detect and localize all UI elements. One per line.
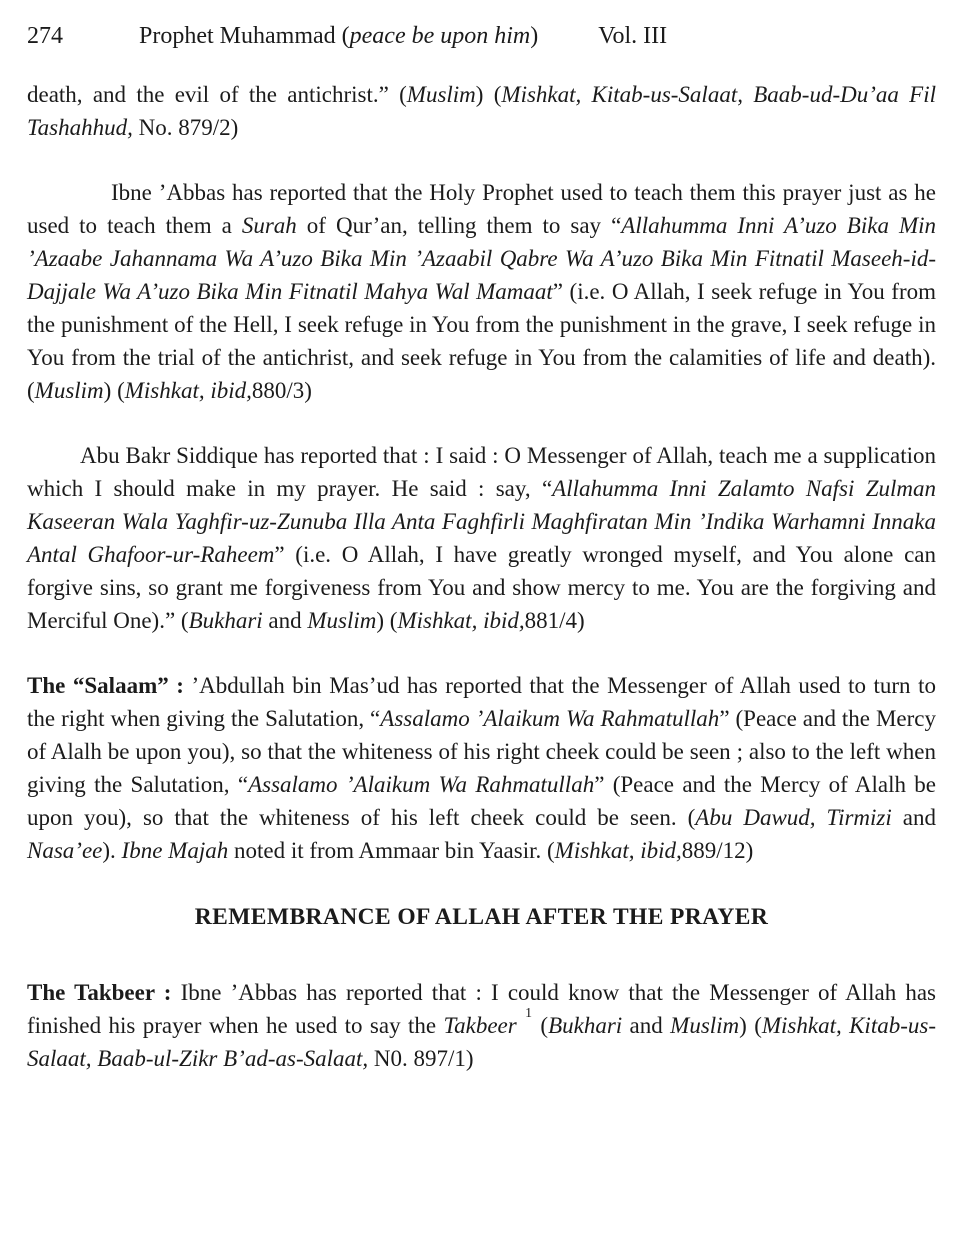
text-run: Assalamo ’Alaikum Wa Rahmatullah — [248, 772, 595, 797]
volume-label: Vol. III — [598, 23, 668, 49]
text-run: Assalamo ’Alaikum Wa Rahmatullah — [380, 706, 720, 731]
text-run: The Takbeer : — [27, 980, 181, 1005]
text-run: Ibne ’Abbas has reported that : I could know that the Messenger of Allah has finished his prayer when he used to say the — [27, 980, 937, 1038]
text-run: of Qur’an, telling them to say “ — [296, 213, 622, 238]
text-run: N0. 897/1) — [368, 1046, 474, 1071]
text-run: ” (i.e. O Allah, I seek refuge in You from the punishment of the Hell, I seek refuge in You from the punishment in the grave, I seek refuge in You from the trial of the antichrist, and seek refuge in You from the calamities of life and death). ( — [27, 279, 936, 403]
text-run: Nasa’ee — [27, 838, 103, 863]
text-run: 881/4) — [524, 608, 585, 633]
text-run: Mishkat, Kitab-us-Salaat, Baab-ud-Du’aa Fil Tashahhud, — [27, 82, 936, 140]
text-run: Muslim — [307, 608, 377, 633]
text-run: 889/12) — [681, 838, 754, 863]
text-run: ” (Peace and the Mercy of Alalh be upon you), so that the whiteness of his left cheek could be seen. ( — [27, 772, 936, 830]
text-run: Muslim — [406, 82, 476, 107]
text-run: ) ( — [739, 1013, 762, 1038]
page-body — [27, 78, 936, 1075]
paragraph — [27, 78, 936, 144]
text-run: No. 879/2) — [132, 115, 239, 140]
text-run: ) ( — [376, 608, 398, 633]
page-header — [27, 20, 936, 53]
text-run: ” (Peace and the Mercy of Alalh be upon you), so that the whiteness of his right cheek could be seen ; also to the left when giving the Salutation, “ — [27, 706, 937, 797]
running-title-italic: peace be upon him — [349, 23, 531, 49]
paragraph — [27, 976, 936, 1075]
text-run: Bukhari — [548, 1013, 623, 1038]
text-run: death, and the evil of the antichrist.” ( — [27, 82, 407, 107]
text-run: noted it from Ammaar bin Yaasir. ( — [228, 838, 555, 863]
text-run: Allahumma Inni A’uzo Bika Min ’Azaabe Jahannama Wa A’uzo Bika Min ’Azaabil Qabre Wa A’uzo Bika Min Fitnatil Maseeh-id-Dajjale Wa A’uzo Bika Min Fitnatil Mahya Wal Mamaat — [27, 213, 937, 304]
text-run: ) ( — [103, 378, 125, 403]
text-run: Abu Bakr Siddique has reported that : I said : O Messenger of Allah, teach me a supplication which I should make in my prayer. He said : say, “ — [27, 443, 936, 501]
running-title-text: Prophet Muhammad ( — [139, 23, 350, 49]
paragraph — [27, 439, 936, 637]
text-run: Bukhari — [188, 608, 263, 633]
text-run: 880/3) — [251, 378, 312, 403]
text-run: Muslim — [34, 378, 104, 403]
text-run: The “Salaam” : — [27, 673, 192, 698]
running-title-close: ) — [530, 23, 539, 49]
text-run: Mishkat, ibid, — [397, 608, 525, 633]
text-run: and — [622, 1013, 671, 1038]
text-run: Ibne ’Abbas has reported that the Holy Prophet used to teach them this prayer just as he used to teach them a — [27, 180, 936, 238]
text-run: Abu Dawud, Tirmizi — [695, 805, 892, 830]
text-run: ’Abdullah bin Mas’ud has reported that the Messenger of Allah used to turn to the right when giving the Salutation, “ — [27, 673, 936, 731]
text-run: Takbeer — [443, 1013, 517, 1038]
text-run: Muslim — [670, 1013, 740, 1038]
text-run: and — [891, 805, 936, 830]
text-run: ( — [533, 1013, 549, 1038]
text-run: Mishkat, ibid, — [124, 378, 252, 403]
paragraph — [27, 176, 936, 407]
text-run: ” (i.e. O Allah, I have greatly wronged myself, and You alone can forgive sins, so grant me forgiveness from You and show mercy to me. You are the forgiving and Merciful One).” ( — [27, 542, 936, 633]
text-run: ) ( — [475, 82, 502, 107]
paragraph — [27, 669, 936, 867]
text-run: Ibne Majah — [121, 838, 229, 863]
text-run — [517, 1013, 524, 1038]
text-run: and — [262, 608, 308, 633]
text-run: Surah — [241, 213, 297, 238]
text-run: ). — [102, 838, 122, 863]
running-title — [139, 20, 538, 53]
text-run: Mishkat, Kitab-us-Salaat, Baab-ul-Zikr B’ad-as-Salaat, — [27, 1013, 936, 1071]
section-heading: REMEMBRANCE OF ALLAH AFTER THE PRAYER — [194, 904, 769, 930]
footnote-marker: 1 — [525, 1005, 533, 1021]
page-number: 274 — [27, 23, 63, 49]
text-run: Allahumma Inni Zalamto Nafsi Zulman Kaseeran Wala Yaghfir-uz-Zunuba Illa Anta Faghfirli Maghfiratan Min ’Indika Warhamni Innaka Antal Ghafoor-ur-Raheem — [27, 476, 936, 567]
text-run: Mishkat, ibid, — [554, 838, 682, 863]
